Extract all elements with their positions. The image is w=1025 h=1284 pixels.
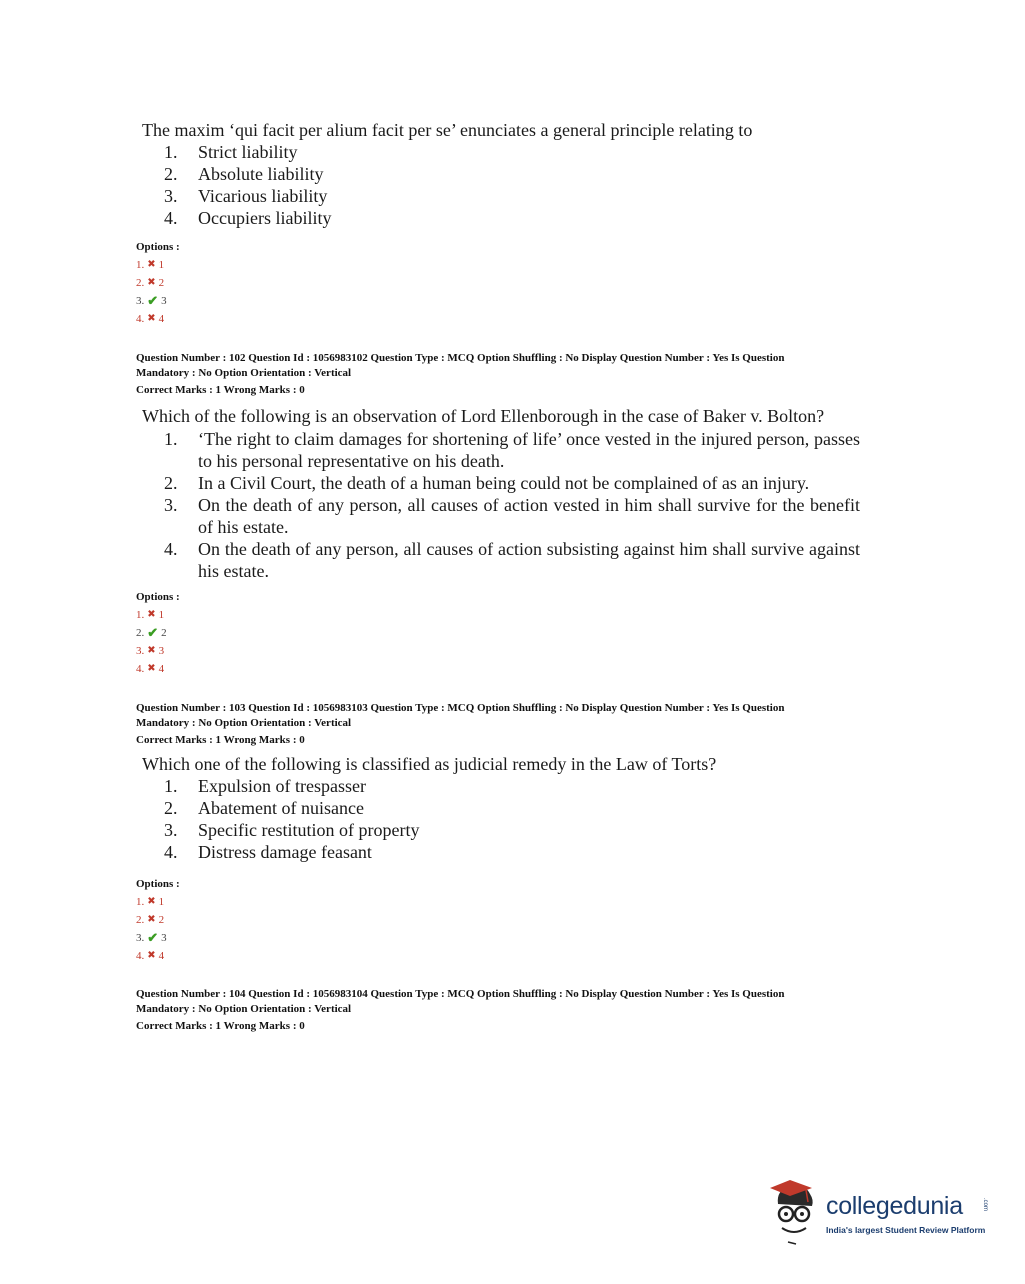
cross-icon: ✖	[147, 914, 156, 925]
question-meta: Question Number : 103 Question Id : 1056983103 Question Type : MCQ Option Shuffling : No Display Question Number : Yes Is Question Mandatory : No Option Orientation : Vertical Correct Marks : 1 Wrong Marks : 0	[136, 702, 785, 746]
collegedunia-logo	[768, 1178, 998, 1248]
logo-wordmark: collegedunia	[826, 1192, 963, 1220]
option-item: 1. Strict liability	[164, 142, 298, 162]
question-stem: Which of the following is an observation of Lord Ellenborough in the case of Baker v. Bolton?	[142, 406, 825, 426]
question-meta: Question Number : 104 Question Id : 1056983104 Question Type : MCQ Option Shuffling : No Display Question Number : Yes Is Question Mandatory : No Option Orientation : Vertical Correct Marks : 1 Wrong Marks : 0	[136, 988, 785, 1032]
cross-icon: ✖	[147, 277, 156, 288]
cross-icon: ✖	[147, 609, 156, 620]
question-stem: The maxim ‘qui facit per alium facit per se’ enunciates a general principle relating to	[142, 120, 753, 140]
answer-row: 1. ✖ 1	[136, 893, 180, 911]
option-item: 3. On the death of any person, all causes of action vested in him shall survive for the benefit of his estate.	[164, 495, 860, 537]
cross-icon: ✖	[147, 950, 156, 961]
question-stem: Which one of the following is classified as judicial remedy in the Law of Torts?	[142, 754, 717, 774]
question-meta: Question Number : 102 Question Id : 1056983102 Question Type : MCQ Option Shuffling : No Display Question Number : Yes Is Question Mandatory : No Option Orientation : Vertical Correct Marks : 1 Wrong Marks : 0	[136, 352, 785, 396]
cross-icon: ✖	[147, 896, 156, 907]
mascot-icon	[768, 1178, 826, 1248]
option-item: 1. Expulsion of trespasser	[164, 776, 366, 796]
option-item: 4. On the death of any person, all causes of action subsisting against him shall survive against his estate.	[164, 539, 860, 581]
answer-row: 1. ✖ 1	[136, 256, 180, 274]
option-item: 4. Distress damage feasant	[164, 842, 372, 862]
option-item: 3. Specific restitution of property	[164, 820, 420, 840]
cross-icon: ✖	[147, 645, 156, 656]
answer-key: Options : 1. ✖ 1 2. ✔ 2 3. ✖ 3 4. ✖ 4	[136, 588, 180, 678]
answer-row: 4. ✖ 4	[136, 310, 180, 328]
option-list	[160, 428, 860, 582]
logo-tagline: India's largest Student Review Platform	[826, 1225, 986, 1235]
answer-row: 2. ✔ 2	[136, 625, 167, 640]
option-item: 2. In a Civil Court, the death of a human being could not be complained of as an injury.	[164, 473, 810, 493]
answer-row: 3. ✔ 3	[136, 293, 167, 308]
answer-key-header: Options :	[136, 241, 180, 253]
option-list	[160, 775, 860, 863]
option-item: 1. ‘The right to claim damages for shortening of life’ once vested in the injured person, passes to his personal representative on his death.	[164, 429, 860, 471]
option-item: 2. Abatement of nuisance	[164, 798, 364, 818]
answer-row: 1. ✖ 1	[136, 606, 180, 624]
answer-row: 4. ✖ 4	[136, 947, 180, 965]
option-list	[160, 141, 860, 229]
logo-com: .com	[982, 1198, 988, 1212]
check-icon: ✔	[147, 293, 159, 308]
option-item: 4. Occupiers liability	[164, 208, 332, 228]
cross-icon: ✖	[147, 663, 156, 674]
answer-row: 3. ✔ 3	[136, 930, 167, 945]
check-icon: ✔	[147, 930, 159, 945]
option-item: 2. Absolute liability	[164, 164, 324, 184]
answer-row: 2. ✖ 2	[136, 911, 180, 929]
answer-row: 4. ✖ 4	[136, 660, 180, 678]
answer-key	[136, 238, 180, 328]
option-item: 3. Vicarious liability	[164, 186, 328, 206]
answer-row: 3. ✖ 3	[136, 642, 180, 660]
answer-key: Options : 1. ✖ 1 2. ✖ 2 3. ✔ 3 4. ✖ 4	[136, 875, 180, 965]
cross-icon: ✖	[147, 259, 156, 270]
cross-icon: ✖	[147, 313, 156, 324]
check-icon: ✔	[147, 625, 159, 640]
answer-row: 2. ✖ 2	[136, 274, 180, 292]
